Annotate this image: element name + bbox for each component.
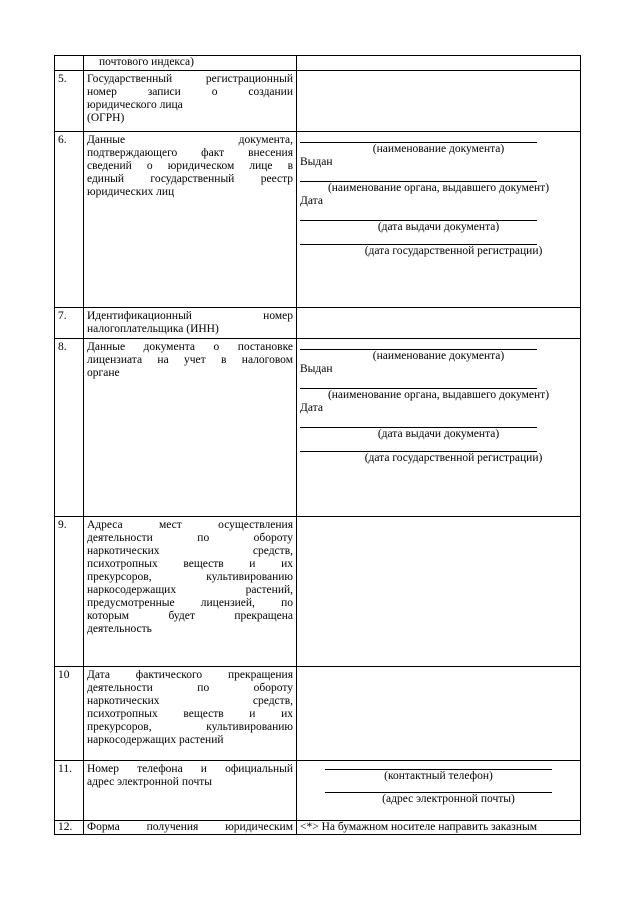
receipt-form-value: <*> На бумажном носителе направить заказным <box>297 821 581 835</box>
row-number: 8. <box>55 339 84 517</box>
issued-by-label: Выдан <box>300 156 333 168</box>
row-value-cell <box>297 339 581 517</box>
row-value-cell[interactable] <box>297 56 581 71</box>
desc-line: наркотических средств, <box>87 545 293 557</box>
table-row-contacts <box>55 761 581 821</box>
row-number: 9. <box>55 517 84 667</box>
desc-line: юридических лиц <box>87 186 175 198</box>
issue-date-caption: (дата выдачи документа) <box>377 428 500 440</box>
desc-line: Идентификационный номер <box>87 310 293 322</box>
issued-by-label: Выдан <box>300 363 333 375</box>
desc-line: психотропных веществ и их <box>87 558 293 570</box>
desc-line: сведений о юридическом лице в <box>87 160 293 172</box>
row-description <box>84 761 297 821</box>
table-row-ogrn <box>55 71 581 132</box>
desc-line: которым будет прекращена <box>87 610 293 622</box>
desc-line: деятельности по обороту <box>87 682 293 694</box>
table-row-registry-document <box>55 132 581 308</box>
continuation-text: почтового индекса) <box>99 56 194 68</box>
registration-date-caption: (дата государственной регистрации) <box>364 452 543 464</box>
table-row-termination-date <box>55 667 581 761</box>
desc-line: деятельность <box>87 623 152 635</box>
desc-line: налогоплательщика (ИНН) <box>87 323 219 335</box>
desc-line: органе <box>87 367 120 379</box>
issuer-caption: (наименование органа, выдавшего документ) <box>327 389 550 401</box>
activity-addresses-field[interactable] <box>297 517 581 667</box>
table-row <box>55 56 581 71</box>
desc-line: прекурсоров, культивированию <box>87 721 293 733</box>
desc-line: предусмотренные лицензией, по <box>87 597 293 609</box>
row-number: 11. <box>55 761 84 821</box>
row-number <box>55 56 84 71</box>
desc-line: Адреса мест осуществления <box>87 519 293 531</box>
row-description <box>84 56 297 71</box>
desc-line: Форма получения юридическим <box>87 821 293 833</box>
desc-line: прекурсоров, культивированию <box>87 571 293 583</box>
document-name-caption: (наименование документа) <box>372 350 505 362</box>
table-row-tax-registration <box>55 339 581 517</box>
row-description <box>84 339 297 517</box>
row-number: 5. <box>55 71 84 132</box>
termination-date-field[interactable] <box>297 667 581 761</box>
row-value-cell <box>297 132 581 308</box>
table-row-activity-addresses <box>55 517 581 667</box>
desc-line: подтверждающего факт внесения <box>87 147 293 159</box>
desc-line: наркотических средств, <box>87 695 293 707</box>
desc-line: единый государственный реестр <box>87 173 293 185</box>
desc-line: адрес электронной почты <box>87 776 212 788</box>
application-form-table <box>54 55 581 835</box>
desc-line: Данные документа о постановке <box>87 341 293 353</box>
phone-caption: (контактный телефон) <box>384 770 493 782</box>
desc-line: Государственный регистрационный <box>87 73 293 85</box>
desc-line: психотропных веществ и их <box>87 708 293 720</box>
row-number: 10 <box>55 667 84 761</box>
email-caption: (адрес электронной почты) <box>382 793 515 805</box>
row-number: 6. <box>55 132 84 308</box>
date-label: Дата <box>300 195 323 207</box>
desc-line: лицензиата на учет в налоговом <box>87 354 293 366</box>
row-description <box>84 667 297 761</box>
row-value-cell <box>297 761 581 821</box>
date-label: Дата <box>300 402 323 414</box>
desc-line: юридического лица <box>87 99 183 111</box>
document-name-caption: (наименование документа) <box>372 143 505 155</box>
row-number: 12. <box>55 821 84 835</box>
desc-line: (ОГРН) <box>87 112 125 124</box>
desc-line: Номер телефона и официальный <box>87 763 293 775</box>
desc-line: наркосодержащих растений, <box>87 584 293 596</box>
desc-line: номер записи о создании <box>87 86 293 98</box>
table-row-inn <box>55 308 581 339</box>
desc-line: деятельности по обороту <box>87 532 293 544</box>
desc-line: Данные документа, <box>87 134 293 146</box>
row-description <box>84 132 297 308</box>
row-description <box>84 308 297 339</box>
registration-date-caption: (дата государственной регистрации) <box>364 245 543 257</box>
desc-line: Дата фактического прекращения <box>87 669 293 681</box>
row-description <box>84 821 297 835</box>
ogrn-value-field[interactable] <box>297 71 581 132</box>
inn-value-field[interactable] <box>297 308 581 339</box>
issuer-caption: (наименование органа, выдавшего документ) <box>327 182 550 194</box>
desc-line: наркосодержащих растений <box>87 734 224 746</box>
row-description <box>84 517 297 667</box>
row-description <box>84 71 297 132</box>
table-row-receipt-form <box>55 821 581 835</box>
row-number: 7. <box>55 308 84 339</box>
issue-date-caption: (дата выдачи документа) <box>377 221 500 233</box>
